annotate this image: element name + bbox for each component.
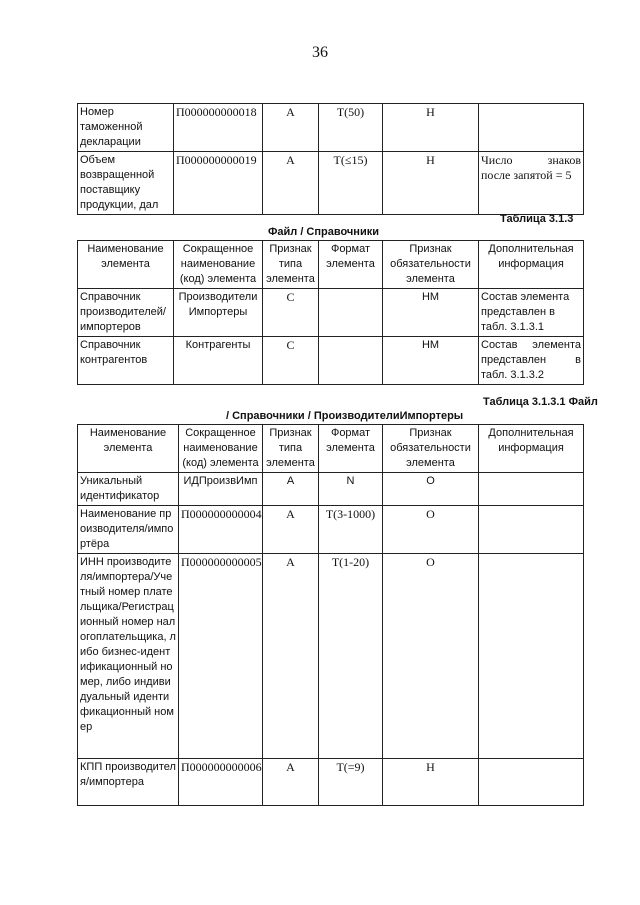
cell-format: Т(3-1000) <box>319 506 383 554</box>
cell-required: О <box>383 506 479 554</box>
cell-info <box>479 104 584 152</box>
header-format: Формат элемента <box>319 425 383 473</box>
cell-code: П000000000004 <box>179 506 263 554</box>
table-row <box>78 152 584 215</box>
cell-type: С <box>263 337 319 385</box>
cell-type: А <box>263 554 319 759</box>
cell-name: Справочник производителей/ импортеров <box>78 289 174 337</box>
cell-format: Т(1-20) <box>319 554 383 759</box>
cell-info <box>479 473 584 506</box>
header-row <box>78 241 584 289</box>
header-required: Признак обязательности элемента <box>383 241 479 289</box>
cell-required: НМ <box>383 337 479 385</box>
table-title-caption: / Справочники / ПроизводителиИмпортеры <box>226 410 464 422</box>
cell-format: Т(=9) <box>319 759 383 806</box>
header-type: Признак типа элемента <box>263 241 319 289</box>
cell-name: Номер таможенной декларации <box>78 104 174 152</box>
cell-format <box>319 289 383 337</box>
cell-name: Объем возвращенной поставщику продукции, дал <box>78 152 174 215</box>
cell-code: П000000000019 <box>174 152 263 215</box>
table-number-caption: Таблица 3.1.3 <box>500 213 574 225</box>
cell-required: Н <box>383 104 479 152</box>
cell-required: НМ <box>383 289 479 337</box>
table-row <box>78 554 584 759</box>
table-row <box>78 473 584 506</box>
cell-info <box>479 554 584 759</box>
cell-format <box>319 337 383 385</box>
cell-code: П000000000006 <box>179 759 263 806</box>
cell-type: А <box>263 759 319 806</box>
header-info: Дополнительная информация <box>479 425 584 473</box>
cell-type: А <box>263 104 319 152</box>
table-row <box>78 759 584 806</box>
cell-type: А <box>263 473 319 506</box>
header-type: Признак типа элемента <box>263 425 319 473</box>
table-row <box>78 506 584 554</box>
cell-required: О <box>383 473 479 506</box>
cell-type: А <box>263 152 319 215</box>
cell-format: N <box>319 473 383 506</box>
header-name: Наименование элемента <box>78 425 179 473</box>
table-3-1-3-1 <box>77 424 584 806</box>
cell-code: ПроизводителиИмпортеры <box>174 289 263 337</box>
cell-type: С <box>263 289 319 337</box>
cell-code: П000000000018 <box>174 104 263 152</box>
table-continued <box>77 103 584 215</box>
table-row <box>78 337 584 385</box>
cell-info <box>479 506 584 554</box>
cell-name: ИНН производителя/импортера/Учетный номер плательщика/Регистрационный номер налогоплательщика, либо бизнес-идентификационный номер, либо индивидуальный идентификационный номер <box>78 554 179 759</box>
header-row <box>78 425 584 473</box>
cell-name: КПП производителя/импортера <box>78 759 179 806</box>
header-format: Формат элемента <box>319 241 383 289</box>
header-code: Сокращенное наименование (код) элемента <box>174 241 263 289</box>
cell-required: Н <box>383 759 479 806</box>
cell-required: Н <box>383 152 479 215</box>
table-title-caption: Файл / Справочники <box>268 226 379 238</box>
cell-name: Справочник контрагентов <box>78 337 174 385</box>
cell-type: А <box>263 506 319 554</box>
table-row <box>78 289 584 337</box>
cell-required: О <box>383 554 479 759</box>
cell-code: П000000000005 <box>179 554 263 759</box>
cell-name: Наименование производителя/импортёра <box>78 506 179 554</box>
cell-format: Т(50) <box>319 104 383 152</box>
table-number-caption: Таблица 3.1.3.1 Файл <box>483 396 598 408</box>
page-number: 36 <box>312 44 328 61</box>
table-row <box>78 104 584 152</box>
header-name: Наименование элемента <box>78 241 174 289</box>
cell-name: Уникальный идентификатор <box>78 473 179 506</box>
cell-code: ИДПроизвИмп <box>179 473 263 506</box>
cell-info <box>479 759 584 806</box>
header-required: Признак обязательности элемента <box>383 425 479 473</box>
cell-info: Состав элемента представлен в табл. 3.1.3.2 <box>479 337 584 385</box>
cell-code: Контрагенты <box>174 337 263 385</box>
header-info: Дополнительная информация <box>479 241 584 289</box>
cell-info: Состав элемента представлен в табл. 3.1.3.1 <box>479 289 584 337</box>
cell-format: Т(≤15) <box>319 152 383 215</box>
cell-info: Число знаков после запятой = 5 <box>479 152 584 215</box>
header-code: Сокращенное наименование (код) элемента <box>179 425 263 473</box>
table-3-1-3 <box>77 240 584 385</box>
